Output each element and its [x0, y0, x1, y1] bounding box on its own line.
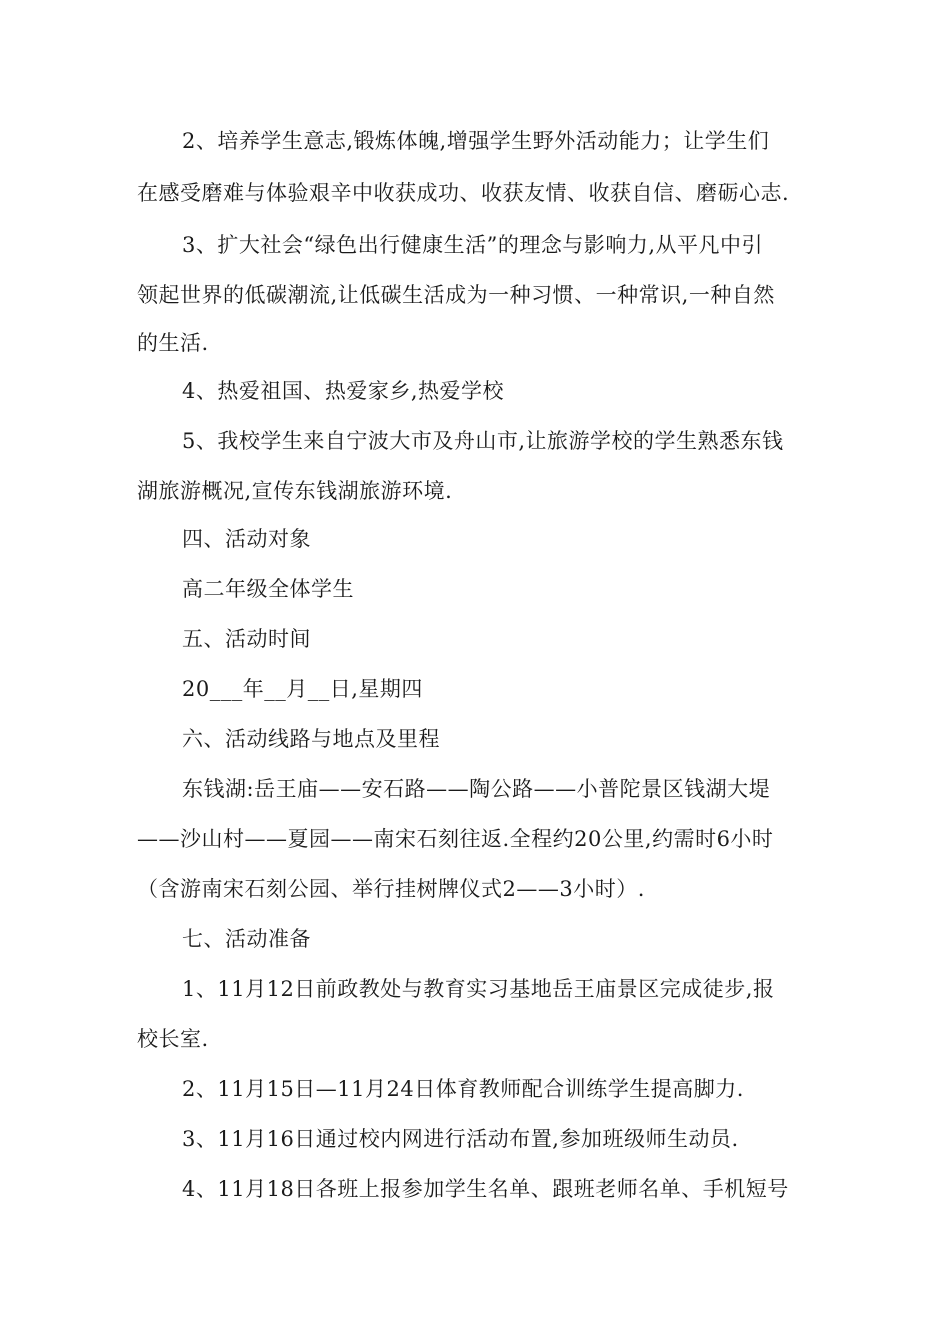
- text-line: 20___年__月__日,星期四: [182, 677, 423, 701]
- section-heading: 七、活动准备: [182, 927, 311, 951]
- text-line: 3、11月16日通过校内网进行活动布置,参加班级师生动员.: [182, 1127, 739, 1151]
- text-line: 4、11月18日各班上报参加学生名单、跟班老师名单、手机短号: [182, 1177, 789, 1201]
- text-line: 领起世界的低碳潮流,让低碳生活成为一种习惯、一种常识,一种自然: [137, 283, 775, 307]
- section-heading: 六、活动线路与地点及里程: [182, 727, 440, 751]
- text-line: 湖旅游概况,宣传东钱湖旅游环境.: [137, 479, 453, 503]
- text-line: 5、我校学生来自宁波大市及舟山市,让旅游学校的学生熟悉东钱: [182, 429, 784, 453]
- text-line: 2、培养学生意志,锻炼体魄,增强学生野外活动能力；让学生们: [182, 129, 770, 153]
- text-line: 校长室.: [137, 1027, 209, 1051]
- text-line: 在感受磨难与体验艰辛中收获成功、收获友情、收获自信、磨砺心志.: [137, 181, 790, 205]
- text-line: 4、热爱祖国、热爱家乡,热爱学校: [182, 379, 505, 403]
- text-line: 高二年级全体学生: [182, 577, 354, 601]
- text-line: 的生活.: [137, 331, 209, 355]
- text-line: 3、扩大社会“绿色出行健康生活”的理念与影响力,从平凡中引: [182, 233, 764, 257]
- text-line: 1、11月12日前政教处与教育实习基地岳王庙景区完成徒步,报: [182, 977, 775, 1001]
- section-heading: 五、活动时间: [182, 627, 311, 651]
- text-line: （含游南宋石刻公园、举行挂树牌仪式2——3小时）.: [137, 877, 645, 901]
- text-line: 东钱湖:岳王庙——安石路——陶公路——小普陀景区钱湖大堤: [182, 777, 771, 801]
- section-heading: 四、活动对象: [182, 527, 311, 551]
- text-line: ——沙山村——夏园——南宋石刻往返.全程约20公里,约需时6小时: [137, 827, 774, 851]
- text-line: 2、11月15日—11月24日体育教师配合训练学生提高脚力.: [182, 1077, 744, 1101]
